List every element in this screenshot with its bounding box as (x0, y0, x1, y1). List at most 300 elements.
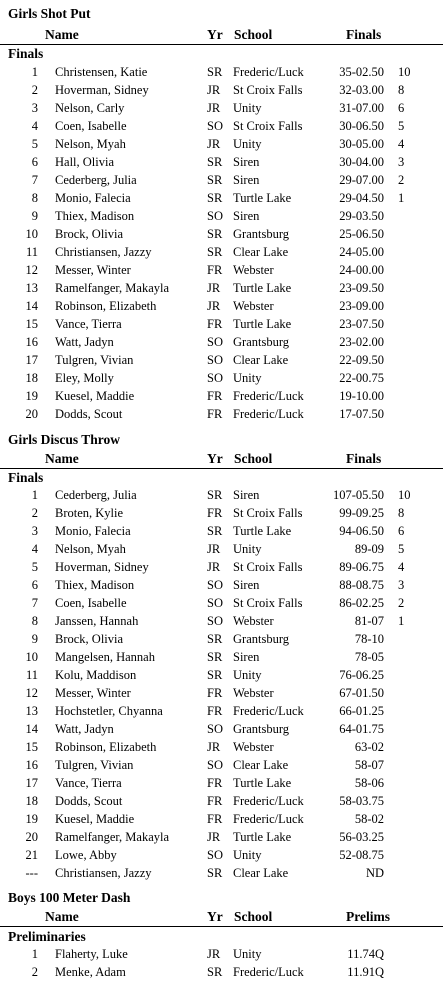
place: 3 (31, 524, 38, 538)
school: Turtle Lake (233, 776, 292, 790)
mark: 30-05.00 (339, 137, 384, 151)
school: Frederic/Luck (233, 65, 304, 79)
athlete-name: Mangelsen, Hannah (55, 650, 155, 664)
year: JR (207, 947, 221, 961)
year: FR (207, 317, 223, 331)
year: FR (207, 686, 223, 700)
points: 2 (398, 173, 405, 187)
school: Frederic/Luck (233, 389, 304, 403)
year: SO (207, 758, 223, 772)
table-row (0, 612, 443, 630)
mark: 30-06.50 (339, 119, 384, 133)
place: 1 (31, 65, 38, 79)
school: Unity (233, 668, 262, 682)
table-row (0, 261, 443, 279)
section-label: Preliminaries (8, 929, 86, 944)
athlete-name: Brock, Olivia (55, 632, 124, 646)
mark: 23-09.00 (339, 299, 384, 313)
table-row (0, 522, 443, 540)
year: SR (207, 173, 223, 187)
mark: 78-10 (354, 632, 384, 646)
table-row (0, 792, 443, 810)
school: Siren (233, 650, 260, 664)
place: 14 (25, 722, 38, 736)
year: SR (207, 488, 223, 502)
mark: 35-02.50 (339, 65, 384, 79)
athlete-name: Nelson, Myah (55, 137, 126, 151)
mark: 23-02.00 (339, 335, 384, 349)
table-row (0, 630, 443, 648)
section-label: Finals (8, 470, 44, 485)
athlete-name: Broten, Kylie (55, 506, 124, 520)
place: 1 (31, 488, 38, 502)
table-row (0, 315, 443, 333)
year: JR (207, 83, 221, 97)
mark: 31-07.00 (339, 101, 384, 115)
school: Frederic/Luck (233, 812, 304, 826)
table-row (0, 486, 443, 504)
athlete-name: Hoverman, Sidney (55, 83, 149, 97)
mark: 58-02 (354, 812, 384, 826)
year: SO (207, 578, 223, 592)
table-row (0, 243, 443, 261)
school: Turtle Lake (233, 524, 292, 538)
school: St Croix Falls (233, 560, 303, 574)
mark: 58-06 (354, 776, 384, 790)
athlete-name: Vance, Tierra (55, 317, 122, 331)
place: 7 (31, 596, 38, 610)
year: JR (207, 281, 221, 295)
school: Webster (233, 686, 274, 700)
place: 9 (31, 632, 38, 646)
year: SO (207, 209, 223, 223)
school: Unity (233, 101, 262, 115)
mark: 32-03.00 (339, 83, 384, 97)
athlete-name: Hoverman, Sidney (55, 560, 149, 574)
event-title: Boys 100 Meter Dash (8, 890, 131, 905)
table-row (0, 297, 443, 315)
year: SO (207, 848, 223, 862)
athlete-name: Thiex, Madison (55, 578, 135, 592)
table-row (0, 540, 443, 558)
athlete-name: Coen, Isabelle (55, 596, 127, 610)
place: 15 (25, 740, 38, 754)
mark: 30-04.00 (339, 155, 384, 169)
school: Webster (233, 263, 274, 277)
year: SO (207, 353, 223, 367)
place: 2 (31, 506, 38, 520)
place: 8 (31, 191, 38, 205)
mark: 25-06.50 (339, 227, 384, 241)
athlete-name: Christiansen, Jazzy (55, 245, 152, 259)
year: FR (207, 704, 223, 718)
points: 10 (398, 488, 411, 502)
table-row (0, 153, 443, 171)
mark: 29-04.50 (339, 191, 384, 205)
athlete-name: Thiex, Madison (55, 209, 135, 223)
header-school: School (234, 451, 273, 466)
school: Grantsburg (233, 632, 290, 646)
school: Grantsburg (233, 722, 290, 736)
mark: ND (365, 866, 384, 880)
year: JR (207, 542, 221, 556)
athlete-name: Christensen, Katie (55, 65, 148, 79)
points: 6 (398, 101, 405, 115)
place: --- (25, 866, 38, 880)
table-row (0, 189, 443, 207)
mark: 29-03.50 (339, 209, 384, 223)
year: JR (207, 560, 221, 574)
table-row (0, 558, 443, 576)
year: JR (207, 830, 221, 844)
year: SO (207, 371, 223, 385)
athlete-name: Janssen, Hannah (55, 614, 139, 628)
year: FR (207, 389, 223, 403)
event-title: Girls Shot Put (8, 6, 91, 21)
section-label: Finals (8, 46, 44, 61)
year: SR (207, 155, 223, 169)
mark: 81-07 (354, 614, 384, 628)
athlete-name: Vance, Tierra (55, 776, 122, 790)
place: 20 (25, 407, 38, 421)
athlete-name: Nelson, Myah (55, 542, 126, 556)
mark: 58-03.75 (339, 794, 384, 808)
table-row (0, 225, 443, 243)
year: JR (207, 299, 221, 313)
athlete-name: Messer, Winter (55, 686, 131, 700)
year: SR (207, 227, 223, 241)
athlete-name: Dodds, Scout (55, 794, 123, 808)
table-row (0, 666, 443, 684)
athlete-name: Kuesel, Maddie (55, 812, 135, 826)
place: 14 (25, 299, 38, 313)
athlete-name: Menke, Adam (55, 965, 126, 979)
year: SR (207, 650, 223, 664)
place: 3 (31, 101, 38, 115)
mark: 67-01.50 (339, 686, 384, 700)
school: St Croix Falls (233, 596, 303, 610)
athlete-name: Tulgren, Vivian (55, 758, 134, 772)
table-row (0, 684, 443, 702)
athlete-name: Monio, Falecia (55, 524, 131, 538)
school: Webster (233, 740, 274, 754)
points: 6 (398, 524, 405, 538)
place: 2 (31, 965, 38, 979)
table-row (0, 576, 443, 594)
place: 16 (25, 335, 38, 349)
table-row (0, 504, 443, 522)
year: SR (207, 65, 223, 79)
place: 12 (25, 686, 38, 700)
place: 11 (25, 245, 38, 259)
athlete-name: Kuesel, Maddie (55, 389, 135, 403)
place: 18 (25, 794, 38, 808)
table-row (0, 171, 443, 189)
school: Siren (233, 173, 260, 187)
year: FR (207, 407, 223, 421)
year: SO (207, 335, 223, 349)
table-row (0, 864, 443, 882)
school: Clear Lake (233, 245, 289, 259)
mark: 24-05.00 (339, 245, 384, 259)
mark: 23-09.50 (339, 281, 384, 295)
table-row (0, 846, 443, 864)
points: 5 (398, 119, 405, 133)
mark: 11.74Q (347, 947, 384, 961)
place: 5 (31, 137, 38, 151)
table-row (0, 594, 443, 612)
athlete-name: Robinson, Elizabeth (55, 299, 157, 313)
athlete-name: Lowe, Abby (55, 848, 117, 862)
mark: 78-05 (354, 650, 384, 664)
points: 3 (398, 155, 405, 169)
mark: 17-07.50 (339, 407, 384, 421)
mark: 11.91Q (347, 965, 384, 979)
table-row (0, 135, 443, 153)
place: 4 (31, 542, 38, 556)
mark: 94-06.50 (339, 524, 384, 538)
school: Siren (233, 209, 260, 223)
athlete-name: Tulgren, Vivian (55, 353, 134, 367)
school: Unity (233, 371, 262, 385)
mark: 107-05.50 (332, 488, 384, 502)
place: 8 (31, 614, 38, 628)
place: 4 (31, 119, 38, 133)
school: Webster (233, 614, 274, 628)
table-row (0, 369, 443, 387)
mark: 99-09.25 (339, 506, 384, 520)
table-row (0, 351, 443, 369)
year: JR (207, 137, 221, 151)
school: Turtle Lake (233, 317, 292, 331)
school: Frederic/Luck (233, 965, 304, 979)
mark: 63-02 (354, 740, 384, 754)
school: Clear Lake (233, 866, 289, 880)
school: Frederic/Luck (233, 407, 304, 421)
mark: 56-03.25 (339, 830, 384, 844)
table-row (0, 279, 443, 297)
year: FR (207, 776, 223, 790)
place: 1 (31, 947, 38, 961)
school: St Croix Falls (233, 506, 303, 520)
mark: 86-02.25 (339, 596, 384, 610)
points: 1 (398, 191, 405, 205)
event-title: Girls Discus Throw (8, 432, 121, 447)
year: SO (207, 722, 223, 736)
athlete-name: Monio, Falecia (55, 191, 131, 205)
table-row (0, 63, 443, 81)
header-school: School (234, 27, 273, 42)
athlete-name: Cederberg, Julia (55, 488, 137, 502)
athlete-name: Hochstetler, Chyanna (55, 704, 163, 718)
mark: 89-09 (354, 542, 384, 556)
place: 12 (25, 263, 38, 277)
place: 13 (25, 281, 38, 295)
year: SR (207, 668, 223, 682)
athlete-name: Coen, Isabelle (55, 119, 127, 133)
athlete-name: Messer, Winter (55, 263, 131, 277)
school: Unity (233, 848, 262, 862)
place: 15 (25, 317, 38, 331)
athlete-name: Eley, Molly (55, 371, 114, 385)
header-name: Name (45, 451, 79, 466)
table-row (0, 207, 443, 225)
points: 5 (398, 542, 405, 556)
school: St Croix Falls (233, 119, 303, 133)
points: 4 (398, 560, 405, 574)
athlete-name: Robinson, Elizabeth (55, 740, 157, 754)
points: 3 (398, 578, 405, 592)
header-name: Name (45, 909, 79, 924)
school: Unity (233, 947, 262, 961)
place: 5 (31, 560, 38, 574)
athlete-name: Flaherty, Luke (55, 947, 128, 961)
school: Unity (233, 542, 262, 556)
mark: 64-01.75 (339, 722, 384, 736)
athlete-name: Kolu, Maddison (55, 668, 137, 682)
header-mark: Finals (346, 451, 382, 466)
points: 10 (398, 65, 411, 79)
school: St Croix Falls (233, 83, 303, 97)
year: FR (207, 794, 223, 808)
mark: 23-07.50 (339, 317, 384, 331)
athlete-name: Nelson, Carly (55, 101, 125, 115)
place: 10 (25, 650, 38, 664)
mark: 76-06.25 (339, 668, 384, 682)
place: 2 (31, 83, 38, 97)
table-row (0, 648, 443, 666)
points: 8 (398, 506, 405, 520)
table-row (0, 333, 443, 351)
year: FR (207, 506, 223, 520)
school: Clear Lake (233, 758, 289, 772)
header-yr: Yr (207, 451, 223, 466)
table-row (0, 756, 443, 774)
school: Grantsburg (233, 227, 290, 241)
mark: 58-07 (354, 758, 384, 772)
school: Siren (233, 155, 260, 169)
school: Unity (233, 137, 262, 151)
header-yr: Yr (207, 909, 223, 924)
place: 6 (31, 155, 38, 169)
header-mark: Finals (346, 27, 382, 42)
year: SO (207, 596, 223, 610)
points: 4 (398, 137, 405, 151)
year: SO (207, 119, 223, 133)
school: Clear Lake (233, 353, 289, 367)
athlete-name: Hall, Olivia (55, 155, 115, 169)
place: 13 (25, 704, 38, 718)
athlete-name: Christiansen, Jazzy (55, 866, 152, 880)
table-row (0, 387, 443, 405)
school: Turtle Lake (233, 830, 292, 844)
year: JR (207, 101, 221, 115)
school: Turtle Lake (233, 281, 292, 295)
athlete-name: Cederberg, Julia (55, 173, 137, 187)
athlete-name: Dodds, Scout (55, 407, 123, 421)
place: 20 (25, 830, 38, 844)
place: 19 (25, 389, 38, 403)
table-row (0, 810, 443, 828)
school: Frederic/Luck (233, 794, 304, 808)
school: Turtle Lake (233, 191, 292, 205)
table-row (0, 774, 443, 792)
table-row (0, 702, 443, 720)
school: Grantsburg (233, 335, 290, 349)
points: 2 (398, 596, 405, 610)
header-name: Name (45, 27, 79, 42)
mark: 19-10.00 (339, 389, 384, 403)
table-row (0, 81, 443, 99)
year: FR (207, 263, 223, 277)
athlete-name: Ramelfanger, Makayla (55, 830, 170, 844)
year: JR (207, 740, 221, 754)
year: SR (207, 632, 223, 646)
column-header-row (0, 26, 443, 45)
place: 10 (25, 227, 38, 241)
school: Frederic/Luck (233, 704, 304, 718)
mark: 88-08.75 (339, 578, 384, 592)
place: 21 (25, 848, 38, 862)
place: 9 (31, 209, 38, 223)
school: Siren (233, 578, 260, 592)
mark: 89-06.75 (339, 560, 384, 574)
year: SR (207, 245, 223, 259)
year: FR (207, 812, 223, 826)
header-mark: Prelims (346, 909, 390, 924)
athlete-name: Watt, Jadyn (55, 722, 114, 736)
mark: 22-09.50 (339, 353, 384, 367)
table-row (0, 738, 443, 756)
mark: 29-07.00 (339, 173, 384, 187)
athlete-name: Brock, Olivia (55, 227, 124, 241)
table-row (0, 405, 443, 423)
school: Webster (233, 299, 274, 313)
table-row (0, 828, 443, 846)
place: 16 (25, 758, 38, 772)
year: SR (207, 965, 223, 979)
points: 1 (398, 614, 405, 628)
athlete-name: Ramelfanger, Makayla (55, 281, 170, 295)
place: 17 (25, 776, 38, 790)
school: Siren (233, 488, 260, 502)
table-row (0, 720, 443, 738)
table-row (0, 99, 443, 117)
year: SR (207, 866, 223, 880)
place: 19 (25, 812, 38, 826)
place: 17 (25, 353, 38, 367)
mark: 66-01.25 (339, 704, 384, 718)
year: SO (207, 614, 223, 628)
header-yr: Yr (207, 27, 223, 42)
header-school: School (234, 909, 273, 924)
column-header-row (0, 908, 443, 927)
place: 18 (25, 371, 38, 385)
athlete-name: Watt, Jadyn (55, 335, 114, 349)
mark: 24-00.00 (339, 263, 384, 277)
place: 7 (31, 173, 38, 187)
mark: 52-08.75 (339, 848, 384, 862)
mark: 22-00.75 (339, 371, 384, 385)
table-row (0, 945, 443, 963)
table-row (0, 117, 443, 135)
column-header-row (0, 450, 443, 469)
place: 11 (25, 668, 38, 682)
year: SR (207, 191, 223, 205)
year: SR (207, 524, 223, 538)
place: 6 (31, 578, 38, 592)
points: 8 (398, 83, 405, 97)
